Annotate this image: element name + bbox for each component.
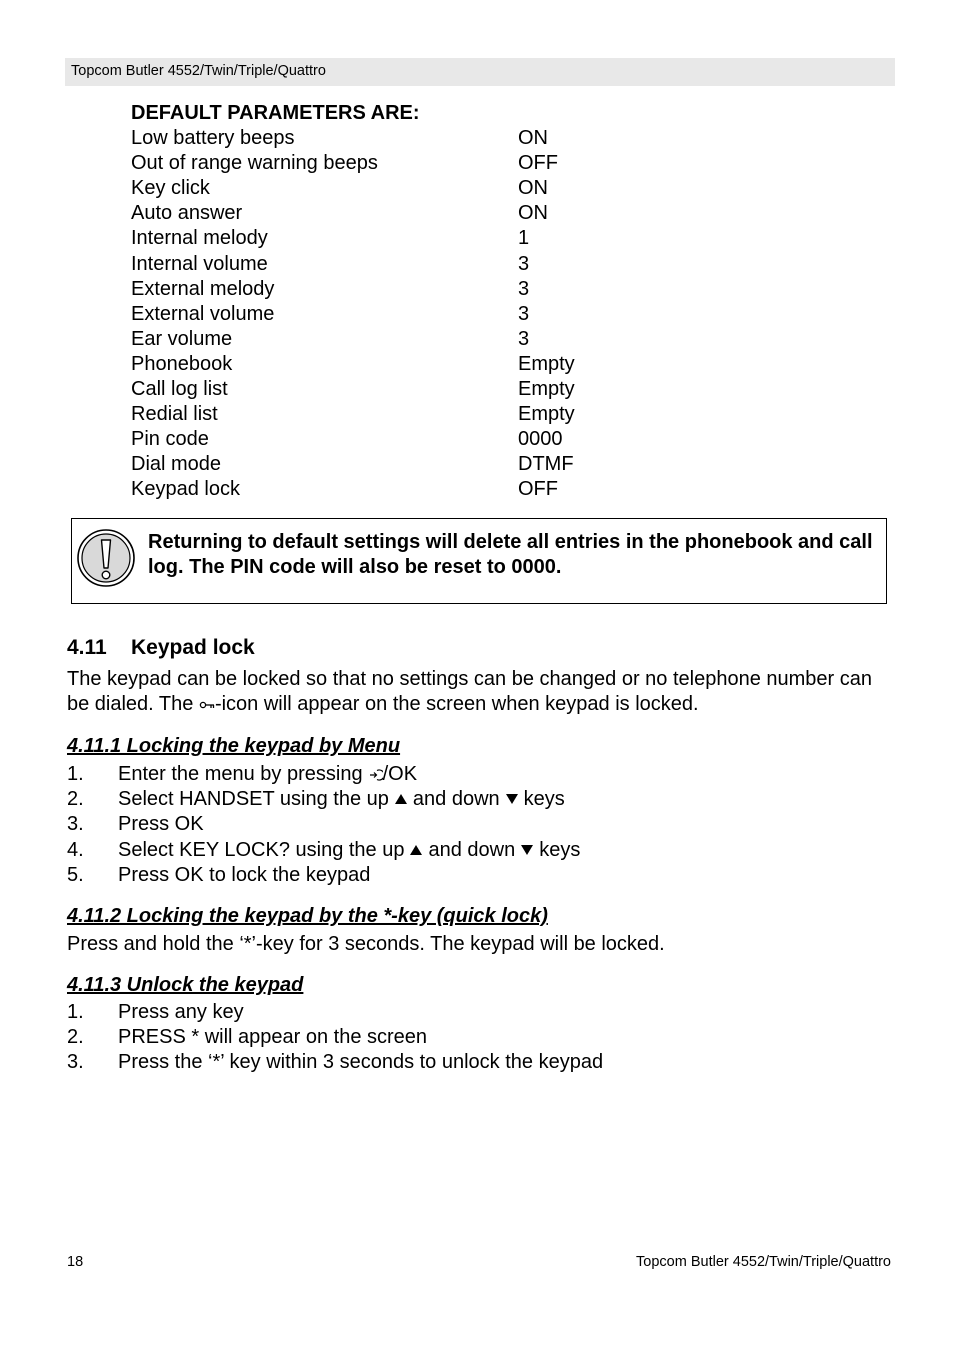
step-text <box>118 838 580 863</box>
defaults-heading: DEFAULT PARAMETERS ARE: <box>131 102 420 124</box>
step-number: 1. <box>67 1001 84 1023</box>
quick-lock-text: Press and hold the ‘*’-key for 3 seconds. The keypad will be locked. <box>67 933 665 955</box>
step-number: 5. <box>67 863 84 886</box>
down-arrow-icon <box>506 794 518 804</box>
step-number: 3. <box>67 813 84 836</box>
step-text-b: and down <box>428 838 516 861</box>
param-name: Key click <box>131 177 210 200</box>
step-text-a: Enter the menu by pressing <box>118 763 363 785</box>
list-item <box>67 787 897 812</box>
param-value: 3 <box>518 252 530 275</box>
unlock-steps-list <box>67 1000 897 1076</box>
menu-steps-list <box>67 762 897 888</box>
param-value: OFF <box>518 478 558 501</box>
step-number: 2. <box>67 788 84 811</box>
step-number: 4. <box>67 838 84 861</box>
list-item <box>67 1050 897 1075</box>
section-intro <box>67 667 897 717</box>
param-name: Keypad lock <box>131 478 240 501</box>
param-row <box>131 352 731 377</box>
section-title <box>67 636 255 660</box>
param-row <box>131 226 731 251</box>
param-row <box>131 151 731 176</box>
menu-key-icon <box>369 769 383 781</box>
step-text: Press OK <box>118 813 204 836</box>
param-value: Empty <box>518 378 575 401</box>
section-number: 4.11 <box>67 636 107 659</box>
param-name: Call log list <box>131 378 228 401</box>
param-name: External melody <box>131 277 275 300</box>
list-item <box>67 812 897 837</box>
param-name: External volume <box>131 302 275 325</box>
intro-text-1: The keypad can be locked so that no settings can be changed or no telephone number can be dialed. The <box>67 668 872 715</box>
step-text-a: Select KEY LOCK? using the up <box>118 838 405 861</box>
page-header <box>65 58 895 86</box>
param-row <box>131 302 731 327</box>
up-arrow-icon <box>410 845 422 855</box>
exclamation-warning-icon <box>76 528 136 588</box>
param-row <box>131 176 731 201</box>
step-text <box>118 787 565 812</box>
list-item <box>67 1000 897 1025</box>
list-item <box>67 838 897 863</box>
step-number: 1. <box>67 763 84 785</box>
subsection-heading-unlock: 4.11.3 Unlock the keypad <box>67 974 304 996</box>
step-text: PRESS * will appear on the screen <box>118 1026 428 1049</box>
param-row <box>131 477 731 502</box>
warning-text: Returning to default settings will delete all entries in the phonebook and call log. The PIN code will also be reset to 0000. <box>148 531 873 578</box>
list-item <box>67 762 897 787</box>
param-value: ON <box>518 202 548 225</box>
param-name: Ear volume <box>131 327 233 350</box>
subsection-heading-menu: 4.11.1 Locking the keypad by Menu <box>67 735 401 757</box>
default-parameters <box>131 101 731 503</box>
section-title-text: Keypad lock <box>131 636 255 659</box>
param-value: 1 <box>518 227 530 250</box>
step-text-b: and down <box>412 788 500 811</box>
list-item <box>67 1025 897 1050</box>
param-row <box>131 126 731 151</box>
page-number: 18 <box>67 1254 84 1270</box>
param-row <box>131 377 731 402</box>
param-value: OFF <box>518 152 558 175</box>
param-value: DTMF <box>518 453 574 476</box>
param-row <box>131 252 731 277</box>
step-text-a: Select HANDSET using the up <box>118 788 389 811</box>
step-number: 3. <box>67 1051 84 1074</box>
step-text-c: keys <box>539 838 581 861</box>
step-text-c: keys <box>523 788 565 811</box>
param-value: 3 <box>518 302 530 325</box>
warning-box <box>71 518 887 604</box>
param-name: Out of range warning beeps <box>131 152 378 175</box>
param-name: Dial mode <box>131 453 222 476</box>
step-text-b: /OK <box>382 763 418 785</box>
down-arrow-icon <box>521 845 533 855</box>
param-name: Redial list <box>131 403 218 426</box>
param-name: Phonebook <box>131 352 233 375</box>
param-value: 0000 <box>518 428 563 451</box>
footer-title: Topcom Butler 4552/Twin/Triple/Quattro <box>636 1254 891 1270</box>
list-item <box>67 863 897 888</box>
step-text: Press any key <box>118 1001 244 1023</box>
param-value: ON <box>518 177 548 200</box>
key-lock-icon <box>199 700 215 710</box>
param-row <box>131 327 731 352</box>
param-value: 3 <box>518 277 530 300</box>
param-row <box>131 201 731 226</box>
param-value: Empty <box>518 352 575 375</box>
param-row <box>131 427 731 452</box>
param-row <box>131 277 731 302</box>
param-row <box>131 402 731 427</box>
header-title: Topcom Butler 4552/Twin/Triple/Quattro <box>71 63 326 79</box>
step-text: Press the ‘*’ key within 3 seconds to unlock the keypad <box>118 1051 604 1074</box>
param-name: Auto answer <box>131 202 243 225</box>
up-arrow-icon <box>395 794 407 804</box>
subsection-heading-quick-lock: 4.11.2 Locking the keypad by the *-key (quick lock) <box>67 905 548 927</box>
param-name: Internal volume <box>131 252 268 275</box>
param-value: Empty <box>518 403 575 426</box>
step-text <box>118 762 417 787</box>
param-row <box>131 452 731 477</box>
param-name: Pin code <box>131 428 209 451</box>
step-text: Press OK to lock the keypad <box>118 863 371 886</box>
param-name: Internal melody <box>131 227 268 250</box>
param-value: ON <box>518 127 548 150</box>
step-number: 2. <box>67 1026 84 1049</box>
param-name: Low battery beeps <box>131 127 295 150</box>
param-value: 3 <box>518 327 530 350</box>
intro-text-2: -icon will appear on the screen when keypad is locked. <box>214 693 699 715</box>
